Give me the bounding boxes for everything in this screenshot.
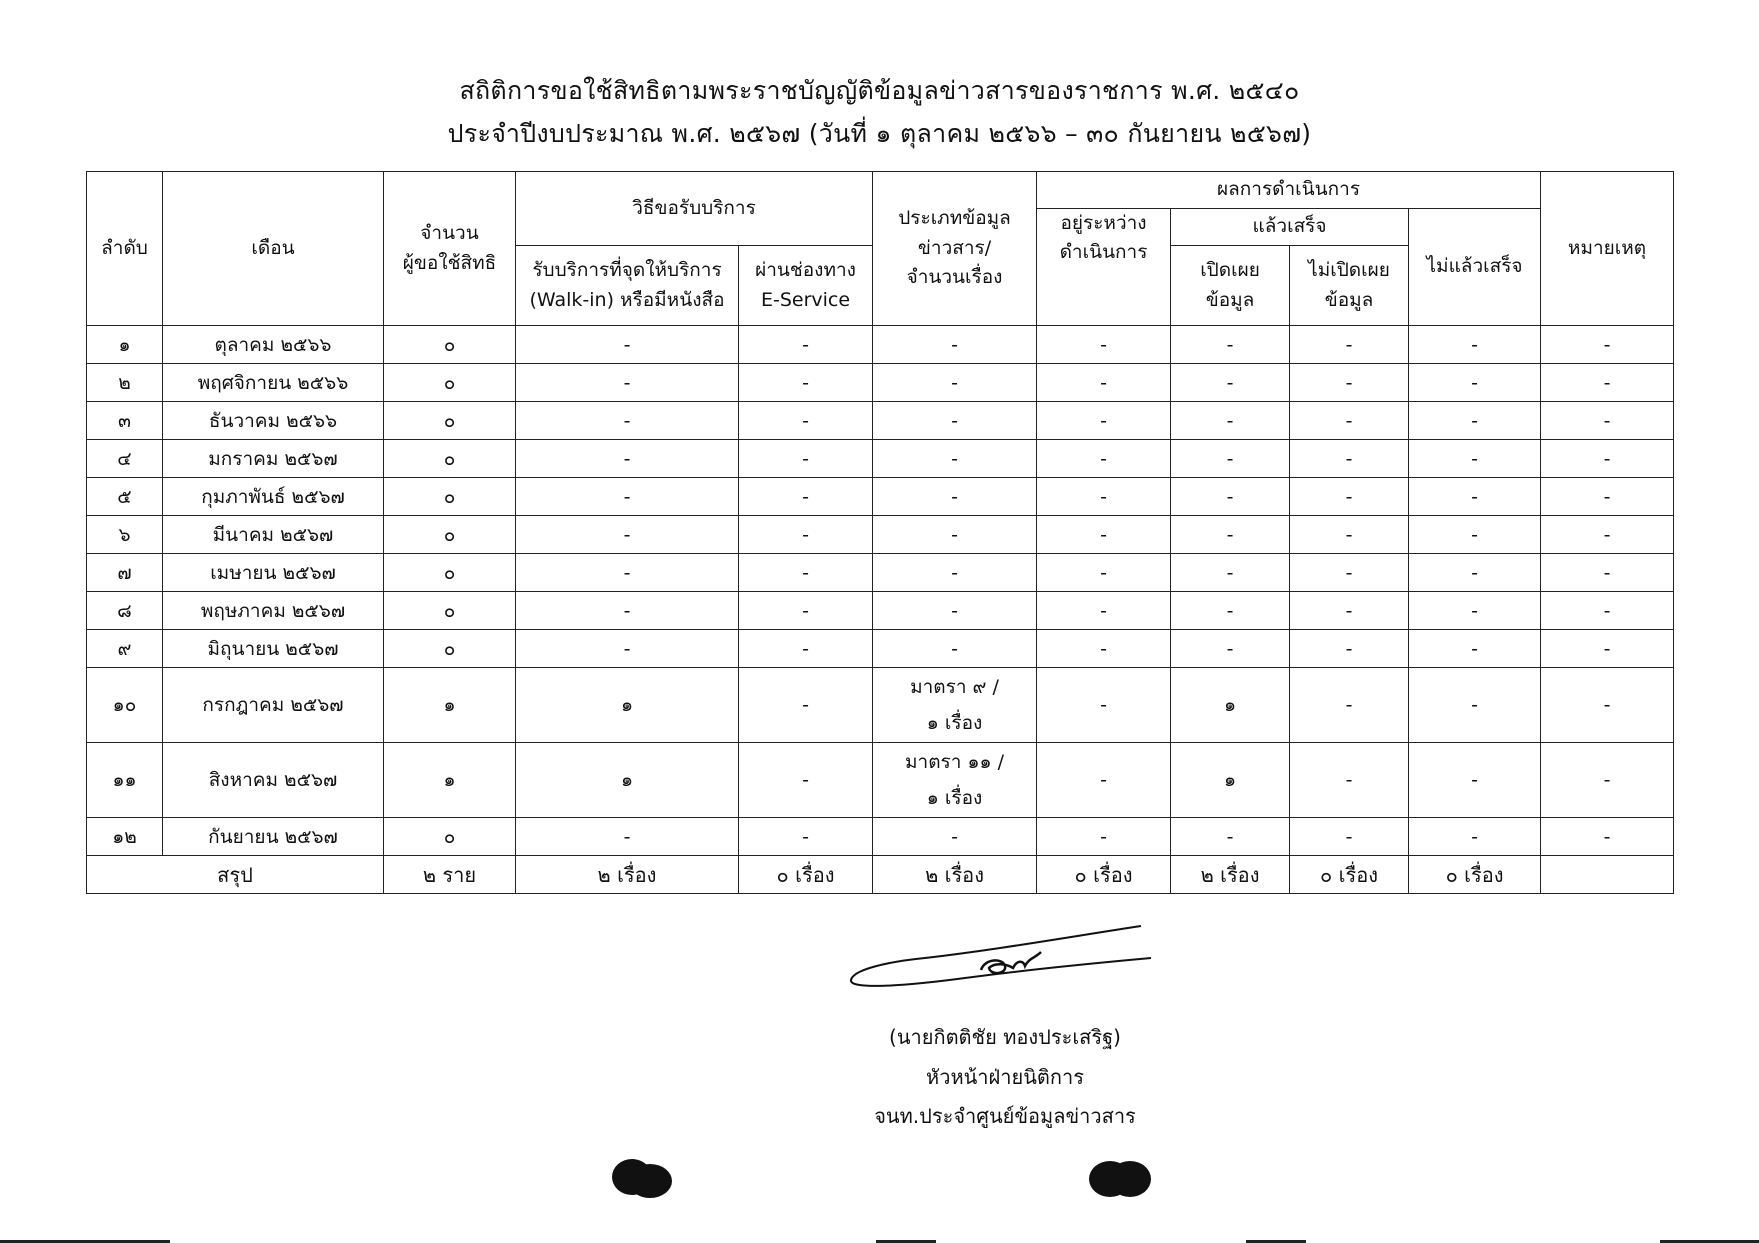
cell-not-completed: - <box>1409 402 1541 440</box>
header-not-disclosed-line2: ข้อมูล <box>1324 288 1374 311</box>
cell-info <box>873 402 1037 440</box>
cell-info-section: - <box>951 371 958 394</box>
cell-month: ตุลาคม ๒๕๖๖ <box>163 326 384 364</box>
cell-walkin: - <box>516 818 739 856</box>
cell-disclosed: ๑ <box>1171 743 1290 818</box>
cell-no: ๕ <box>87 478 163 516</box>
cell-not-disclosed: - <box>1290 554 1409 592</box>
cell-requesters: ๑ <box>384 668 516 743</box>
signatory-name: (นายกิตติชัย ทองประเสริฐ) <box>889 1025 1121 1049</box>
cell-remarks: - <box>1541 668 1674 743</box>
cell-remarks: - <box>1541 630 1674 668</box>
table-row <box>87 818 1674 856</box>
cell-eservice: - <box>739 440 873 478</box>
cell-not-completed: - <box>1409 554 1541 592</box>
cell-remarks: - <box>1541 326 1674 364</box>
cell-requesters: ๑ <box>384 743 516 818</box>
summary-walkin: ๒ เรื่อง <box>516 856 739 894</box>
cell-in-progress: - <box>1037 554 1171 592</box>
header-eservice-line2: E-Service <box>760 288 851 311</box>
cell-eservice: - <box>739 554 873 592</box>
cell-walkin: - <box>516 402 739 440</box>
cell-requesters: ๐ <box>384 818 516 856</box>
cell-eservice: - <box>739 326 873 364</box>
header-info-type <box>873 172 1037 326</box>
cell-no: ๒ <box>87 364 163 402</box>
cell-month: มีนาคม ๒๕๖๗ <box>163 516 384 554</box>
cell-info <box>873 478 1037 516</box>
cell-eservice: - <box>739 364 873 402</box>
header-info-type-line2: ข่าวสาร/ <box>917 236 992 259</box>
header-disclosed <box>1171 246 1290 326</box>
cell-month: มิถุนายน ๒๕๖๗ <box>163 630 384 668</box>
cell-info-section: มาตรา ๙ / <box>910 676 999 698</box>
cell-no: ๘ <box>87 592 163 630</box>
cell-remarks: - <box>1541 592 1674 630</box>
cell-walkin: - <box>516 630 739 668</box>
cell-no: ๓ <box>87 402 163 440</box>
cell-no: ๔ <box>87 440 163 478</box>
cell-not-disclosed: - <box>1290 630 1409 668</box>
cell-remarks: - <box>1541 440 1674 478</box>
cell-in-progress: - <box>1037 743 1171 818</box>
cell-walkin: - <box>516 364 739 402</box>
cell-disclosed: - <box>1171 592 1290 630</box>
summary-eservice: ๐ เรื่อง <box>739 856 873 894</box>
header-walkin <box>516 246 739 326</box>
cell-disclosed: - <box>1171 326 1290 364</box>
cell-requesters: ๐ <box>384 630 516 668</box>
summary-info-type: ๒ เรื่อง <box>873 856 1037 894</box>
cell-in-progress: - <box>1037 668 1171 743</box>
table-row <box>87 364 1674 402</box>
table-body <box>87 326 1674 856</box>
header-walkin-line2: (Walk-in) หรือมีหนังสือ <box>529 288 725 311</box>
cell-not-completed: - <box>1409 668 1541 743</box>
cell-month: กุมภาพันธ์ ๒๕๖๗ <box>163 478 384 516</box>
cell-requesters: ๐ <box>384 440 516 478</box>
cell-month: พฤศจิกายน ๒๕๖๖ <box>163 364 384 402</box>
header-requesters-line2: ผู้ขอใช้สิทธิ <box>402 251 497 274</box>
cell-info-section: - <box>951 485 958 508</box>
cell-not-completed: - <box>1409 364 1541 402</box>
cell-in-progress: - <box>1037 630 1171 668</box>
header-requesters <box>384 172 516 326</box>
cell-requesters: ๐ <box>384 326 516 364</box>
cell-month: พฤษภาคม ๒๕๖๗ <box>163 592 384 630</box>
cell-info <box>873 630 1037 668</box>
cell-disclosed: - <box>1171 364 1290 402</box>
document-subtitle: ประจำปีงบประมาณ พ.ศ. ๒๕๖๗ (วันที่ ๑ ตุลาคม ๒๕๖๖ – ๓๐ กันยายน ๒๕๖๗) <box>447 119 1312 148</box>
summary-requesters: ๒ ราย <box>384 856 516 894</box>
cell-not-completed: - <box>1409 516 1541 554</box>
cell-info <box>873 592 1037 630</box>
cell-not-disclosed: - <box>1290 402 1409 440</box>
cell-remarks: - <box>1541 743 1674 818</box>
header-disclosed-line2: ข้อมูล <box>1205 288 1255 311</box>
cell-month: สิงหาคม ๒๕๖๗ <box>163 743 384 818</box>
table-row <box>87 668 1674 743</box>
cell-walkin: - <box>516 478 739 516</box>
cell-not-completed: - <box>1409 743 1541 818</box>
cell-remarks: - <box>1541 478 1674 516</box>
cell-walkin: - <box>516 516 739 554</box>
cell-disclosed: - <box>1171 554 1290 592</box>
cell-requesters: ๐ <box>384 402 516 440</box>
cell-not-disclosed: - <box>1290 743 1409 818</box>
header-not-disclosed <box>1290 246 1409 326</box>
cell-no: ๖ <box>87 516 163 554</box>
cell-no: ๑๐ <box>87 668 163 743</box>
header-in-progress-line2: ดำเนินการ <box>1059 241 1148 264</box>
header-method: วิธีขอรับบริการ <box>516 172 873 246</box>
header-in-progress-line1: อยู่ระหว่าง <box>1060 212 1147 234</box>
summary-not-disclosed: ๐ เรื่อง <box>1290 856 1409 894</box>
cell-walkin: - <box>516 554 739 592</box>
cell-not-disclosed: - <box>1290 592 1409 630</box>
cell-info <box>873 326 1037 364</box>
table-row <box>87 554 1674 592</box>
table-row <box>87 592 1674 630</box>
cell-remarks: - <box>1541 818 1674 856</box>
cell-info <box>873 364 1037 402</box>
cell-no: ๙ <box>87 630 163 668</box>
cell-no: ๗ <box>87 554 163 592</box>
cell-remarks: - <box>1541 554 1674 592</box>
header-walkin-line1: รับบริการที่จุดให้บริการ <box>532 259 722 282</box>
cell-not-disclosed: - <box>1290 326 1409 364</box>
cell-walkin: - <box>516 592 739 630</box>
summary-in-progress: ๐ เรื่อง <box>1037 856 1171 894</box>
header-completed: แล้วเสร็จ <box>1171 209 1409 246</box>
cell-info-section: มาตรา ๑๑ / <box>905 751 1005 773</box>
header-disclosed-line1: เปิดเผย <box>1200 259 1260 282</box>
cell-info <box>873 743 1037 818</box>
cell-eservice: - <box>739 402 873 440</box>
signatory-position: หัวหน้าฝ่ายนิติการ <box>926 1065 1084 1089</box>
table-row <box>87 440 1674 478</box>
header-not-disclosed-line1: ไม่เปิดเผย <box>1308 259 1390 282</box>
cell-requesters: ๐ <box>384 516 516 554</box>
cell-disclosed: - <box>1171 402 1290 440</box>
cell-disclosed: - <box>1171 478 1290 516</box>
header-month: เดือน <box>163 172 384 326</box>
cell-info-section: - <box>951 523 958 546</box>
cell-in-progress: - <box>1037 440 1171 478</box>
cell-not-disclosed: - <box>1290 516 1409 554</box>
cell-requesters: ๐ <box>384 478 516 516</box>
header-requesters-line1: จำนวน <box>420 222 479 245</box>
header-eservice-line1: ผ่านช่องทาง <box>755 259 856 282</box>
cell-requesters: ๐ <box>384 364 516 402</box>
cell-info-section: - <box>951 825 958 848</box>
table-row <box>87 326 1674 364</box>
cell-in-progress: - <box>1037 818 1171 856</box>
summary-remarks <box>1541 856 1674 894</box>
handwritten-signature <box>845 918 1165 998</box>
cell-in-progress: - <box>1037 402 1171 440</box>
cell-remarks: - <box>1541 402 1674 440</box>
table-row <box>87 478 1674 516</box>
cell-eservice: - <box>739 516 873 554</box>
cell-info-section: - <box>951 333 958 356</box>
document-title: สถิติการขอใช้สิทธิตามพระราชบัญญัติข้อมูลข่าวสารของราชการ พ.ศ. ๒๕๔๐ <box>459 76 1300 105</box>
cell-disclosed: ๑ <box>1171 668 1290 743</box>
cell-walkin: - <box>516 326 739 364</box>
header-no: ลำดับ <box>87 172 163 326</box>
cell-month: ธันวาคม ๒๕๖๖ <box>163 402 384 440</box>
punch-hole-right <box>1088 1157 1152 1201</box>
summary-not-completed: ๐ เรื่อง <box>1409 856 1541 894</box>
header-not-completed: ไม่แล้วเสร็จ <box>1409 209 1541 326</box>
table-row <box>87 402 1674 440</box>
cell-month: เมษายน ๒๕๖๗ <box>163 554 384 592</box>
cell-no: ๑ <box>87 326 163 364</box>
cell-info <box>873 554 1037 592</box>
cell-not-completed: - <box>1409 630 1541 668</box>
summary-disclosed: ๒ เรื่อง <box>1171 856 1290 894</box>
cell-not-completed: - <box>1409 478 1541 516</box>
cell-in-progress: - <box>1037 516 1171 554</box>
cell-info-count: ๑ เรื่อง <box>926 787 983 809</box>
cell-walkin: - <box>516 440 739 478</box>
cell-eservice: - <box>739 668 873 743</box>
cell-info <box>873 818 1037 856</box>
cell-not-completed: - <box>1409 592 1541 630</box>
cell-disclosed: - <box>1171 440 1290 478</box>
cell-walkin: ๑ <box>516 668 739 743</box>
table-row <box>87 743 1674 818</box>
cell-requesters: ๐ <box>384 592 516 630</box>
table-header <box>87 172 1674 326</box>
header-remarks: หมายเหตุ <box>1541 172 1674 326</box>
cell-info-section: - <box>951 637 958 660</box>
cell-not-disclosed: - <box>1290 818 1409 856</box>
cell-not-completed: - <box>1409 440 1541 478</box>
cell-month: มกราคม ๒๕๖๗ <box>163 440 384 478</box>
cell-not-disclosed: - <box>1290 478 1409 516</box>
cell-eservice: - <box>739 743 873 818</box>
cell-not-completed: - <box>1409 818 1541 856</box>
cell-month: กรกฎาคม ๒๕๖๗ <box>163 668 384 743</box>
header-eservice <box>739 246 873 326</box>
cell-eservice: - <box>739 818 873 856</box>
punch-hole-left <box>610 1157 674 1201</box>
cell-month: กันยายน ๒๕๖๗ <box>163 818 384 856</box>
cell-disclosed: - <box>1171 818 1290 856</box>
cell-eservice: - <box>739 592 873 630</box>
cell-requesters: ๐ <box>384 554 516 592</box>
table-row <box>87 630 1674 668</box>
header-info-type-line3: จำนวนเรื่อง <box>906 266 1003 289</box>
cell-in-progress: - <box>1037 478 1171 516</box>
cell-in-progress: - <box>1037 326 1171 364</box>
header-results: ผลการดำเนินการ <box>1037 172 1541 209</box>
cell-in-progress: - <box>1037 364 1171 402</box>
cell-not-disclosed: - <box>1290 440 1409 478</box>
cell-no: ๑๒ <box>87 818 163 856</box>
summary-row <box>87 856 1674 894</box>
cell-remarks: - <box>1541 516 1674 554</box>
cell-eservice: - <box>739 478 873 516</box>
cell-not-disclosed: - <box>1290 364 1409 402</box>
cell-info-section: - <box>951 561 958 584</box>
cell-info <box>873 516 1037 554</box>
cell-info <box>873 668 1037 743</box>
cell-not-disclosed: - <box>1290 668 1409 743</box>
cell-remarks: - <box>1541 364 1674 402</box>
summary-label: สรุป <box>87 856 384 894</box>
cell-walkin: ๑ <box>516 743 739 818</box>
table-row <box>87 516 1674 554</box>
cell-no: ๑๑ <box>87 743 163 818</box>
cell-not-completed: - <box>1409 326 1541 364</box>
header-in-progress <box>1037 209 1171 326</box>
cell-info-count: ๑ เรื่อง <box>926 712 983 734</box>
cell-info-section: - <box>951 599 958 622</box>
cell-in-progress: - <box>1037 592 1171 630</box>
header-info-type-line1: ประเภทข้อมูล <box>898 207 1011 230</box>
cell-eservice: - <box>739 630 873 668</box>
signatory-office: จนท.ประจำศูนย์ข้อมูลข่าวสาร <box>874 1104 1136 1128</box>
cell-info <box>873 440 1037 478</box>
statistics-table <box>86 171 1674 894</box>
cell-disclosed: - <box>1171 630 1290 668</box>
cell-info-section: - <box>951 409 958 432</box>
cell-disclosed: - <box>1171 516 1290 554</box>
cell-info-section: - <box>951 447 958 470</box>
